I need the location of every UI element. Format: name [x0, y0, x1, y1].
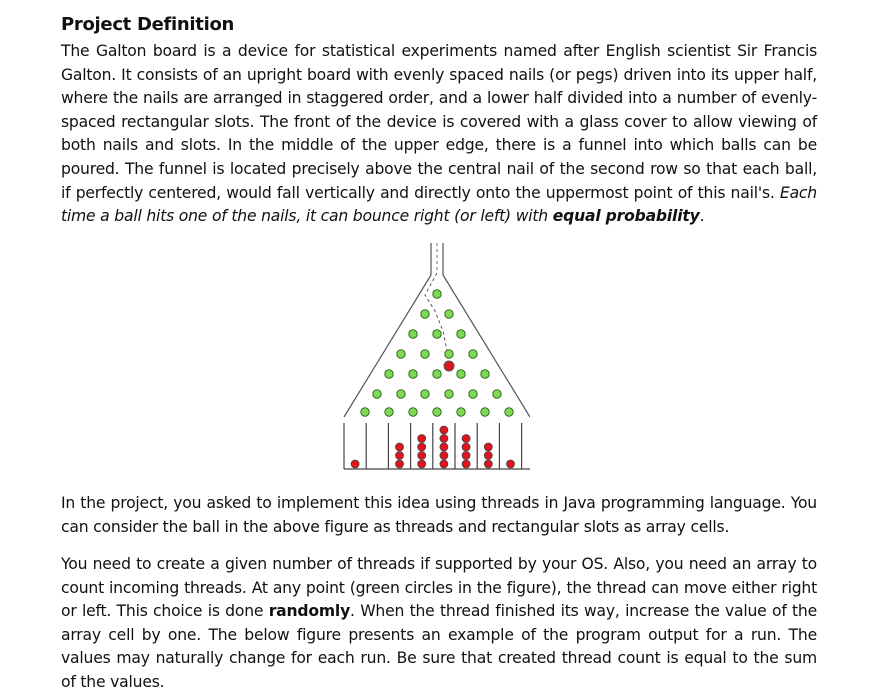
slot-ball: [462, 443, 470, 451]
slot-ball: [462, 460, 470, 468]
peg: [469, 390, 477, 398]
slot-ball: [484, 443, 492, 451]
peg: [445, 350, 453, 358]
peg: [445, 310, 453, 318]
peg: [433, 370, 441, 378]
peg: [421, 390, 429, 398]
slot-ball: [418, 452, 426, 460]
definition-bold-italic: equal probability: [552, 207, 700, 226]
slot-ball: [396, 452, 404, 460]
galton-board-figure: [330, 243, 530, 475]
definition-italic: Each time a ball hits one of the nails, it can bounce right (or left) with: [61, 183, 817, 226]
peg: [409, 370, 417, 378]
board-side-right: [443, 275, 530, 417]
peg: [409, 330, 417, 338]
slot-ball: [351, 460, 359, 468]
peg: [397, 390, 405, 398]
slot-ball: [440, 435, 448, 443]
peg: [505, 408, 513, 416]
slot-ball: [462, 435, 470, 443]
peg: [421, 310, 429, 318]
peg: [397, 350, 405, 358]
peg: [457, 408, 465, 416]
slot-ball: [462, 452, 470, 460]
slot-ball: [396, 460, 404, 468]
slot-ball: [484, 452, 492, 460]
peg: [421, 350, 429, 358]
peg: [433, 330, 441, 338]
slot-ball: [440, 460, 448, 468]
slot-ball: [440, 452, 448, 460]
randomly-bold: randomly: [268, 602, 351, 621]
slot-ball: [484, 460, 492, 468]
definition-text: The Galton board is a device for statistical experiments named after English scientist Sir Francis Galton. It consists of an upright board with evenly spaced nails (or pegs) driven into its upper half, where the nails are arranged in staggered order, and a lower half divided into a number of evenly-spaced rectangular slots. The front of the device is covered with a glass cover to allow viewing of both nails and slots. In the middle of the upper edge, there is a funnel into which balls can be poured. The funnel is located precisely above the central nail of the second row so that each ball, if perfectly centered, would fall vertically and directly onto the uppermost point of this nail's.: [61, 42, 817, 202]
board-side-left: [344, 275, 431, 417]
slot-ball: [418, 460, 426, 468]
peg: [445, 390, 453, 398]
peg: [457, 370, 465, 378]
peg: [385, 370, 393, 378]
peg: [433, 290, 441, 298]
peg: [409, 408, 417, 416]
section-title: Project Definition: [61, 14, 235, 35]
slot-ball: [396, 443, 404, 451]
peg: [373, 390, 381, 398]
slot-ball: [440, 426, 448, 434]
slot-ball: [418, 443, 426, 451]
peg: [481, 370, 489, 378]
peg: [481, 408, 489, 416]
paragraph-requirements: You need to create a given number of threads if supported by your OS. Also, you need an array to count incoming threads. At any point (green circles in the figure), the thread can move either right or left. This choice is done randomly. When the thread finished its way, increase the value of the array cell by one. The below figure presents an example of the program output for a run. The values may naturally change for each run. Be sure that created thread count is equal to the sum of the values.: [61, 555, 817, 691]
peg: [493, 390, 501, 398]
peg: [457, 330, 465, 338]
peg: [385, 408, 393, 416]
slot-ball: [418, 435, 426, 443]
peg: [433, 408, 441, 416]
falling-ball: [444, 361, 454, 371]
paragraph-implementation: In the project, you asked to implement this idea using threads in Java programming language. You can consider the ball in the above figure as threads and rectangular slots as array cells.: [61, 494, 817, 536]
peg: [361, 408, 369, 416]
peg: [469, 350, 477, 358]
slot-ball: [440, 443, 448, 451]
slot-ball: [507, 460, 515, 468]
paragraph-definition: The Galton board is a device for statistical experiments named after English scientist Sir Francis Galton. It consists of an upright board with evenly spaced nails (or pegs) driven into its upper half, where the nails are arranged in staggered order, and a lower half divided into a number of evenly-spaced rectangular slots. The front of the device is covered with a glass cover to allow viewing of both nails and slots. In the middle of the upper edge, there is a funnel into which balls can be poured. The funnel is located precisely above the central nail of the second row so that each ball, if perfectly centered, would fall vertically and directly onto the uppermost point of this nail's. Each time a ball hits one of the nails, it can bounce right (or left) with equal probability.: [61, 42, 817, 226]
